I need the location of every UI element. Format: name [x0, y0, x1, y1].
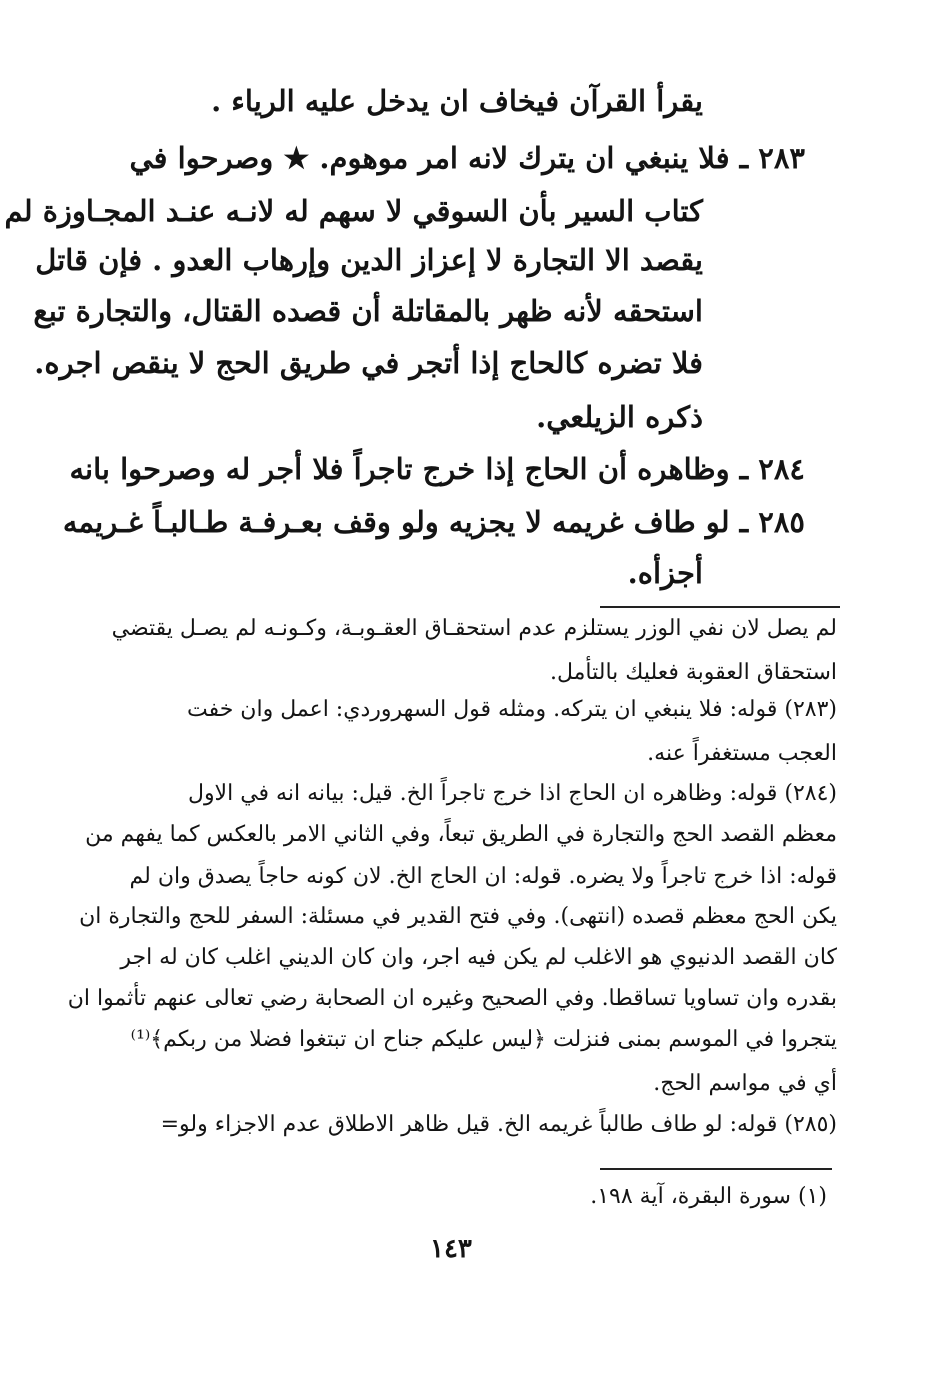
main-text-line-6: فلا تضره كالحاج إذا أتجر في طريق الحج لا ينقص اجره.: [34, 346, 703, 380]
commentary-line-8: يكن الحج معظم قصده (انتهى). وفي فتح القدير في مسئلة: السفر للحج والتجارة ان: [79, 904, 837, 929]
main-text-line-10: أجزأه.: [627, 556, 703, 590]
commentary-line-10: بقدره وان تساويا تساقطا. وفي الصحيح وغيره ان الصحابة رضي تعالى عنهم تأثموا ان: [67, 986, 837, 1011]
commentary-line-9: كان القصد الدنيوي هو الاغلب لم يكن فيه اجر، وان كان الديني اغلب كان له اجر: [120, 945, 837, 970]
commentary-line-12: أي في مواسم الحج.: [653, 1071, 837, 1096]
commentary-line-6: معظم القصد الحج والتجارة في الطريق تبعاً، وفي الثاني الامر بالعكس كما يفهم من: [85, 822, 837, 847]
main-text-line-7: ذكره الزيلعي.: [536, 400, 703, 434]
main-text-line-2: ٢٨٣ ـ فلا ينبغي ان يترك لانه امر موهوم. ★ وصرحوا في: [129, 141, 805, 175]
footnote-divider: [600, 1168, 832, 1170]
main-text-line-5: استحقه لأنه ظهر بالمقاتلة أن قصده القتال، والتجارة تبع: [33, 294, 703, 328]
main-text-line-9: ٢٨٥ ـ لو طاف غريمه لا يجزيه ولو وقف بعـرفـة طـالبـاً غـريمه: [62, 505, 805, 539]
main-text-line-4: يقصد الا التجارة لا إعزاز الدين وإرهاب العدو . فإن قاتل: [35, 243, 703, 277]
commentary-line-13: (٢٨٥) قوله: لو طاف طالباً غريمه الخ. قيل ظاهر الاطلاق عدم الاجزاء ولو=: [160, 1112, 837, 1137]
commentary-line-1: لم يصل لان نفي الوزر يستلزم عدم استحقـاق العقـوبـة، وكـونـه لم يصـل يقتضي: [111, 616, 837, 641]
main-commentary-divider: [600, 606, 840, 608]
commentary-line-5: (٢٨٤) قوله: وظاهره ان الحاج اذا خرج تاجراً الخ. قيل: بيانه انه في الاول: [187, 781, 837, 806]
commentary-line-3: (٢٨٣) قوله: فلا ينبغي ان يتركه. ومثله قول السهروردي: اعمل وان خفت: [186, 697, 837, 722]
main-text-line-8: ٢٨٤ ـ وظاهره أن الحاج إذا خرج تاجراً فلا أجر له وصرحوا بانه: [69, 452, 805, 486]
commentary-line-2: استحقاق العقوبة فعليك بالتأمل.: [549, 660, 837, 685]
commentary-line-11: يتجروا في الموسم بمنى فنزلت ﴿ليس عليكم جناح ان تبتغوا فضلا من ربكم﴾⁽¹⁾: [130, 1027, 837, 1052]
footnote: (١) سورة البقرة، آية ١٩٨.: [590, 1184, 827, 1209]
main-text-line-1: يقرأ القرآن فيخاف ان يدخل عليه الرياء .: [211, 84, 703, 118]
commentary-line-7: قوله: اذا خرج تاجراً ولا يضره. قوله: ان الحاج الخ. لان كونه حاجاً يصدق وان لم: [129, 864, 837, 889]
main-text-line-3: كتاب السير بأن السوقي لا سهم له لانـه عنـد المجـاوزة لم: [4, 194, 703, 228]
commentary-line-4: العجب مستغفراً عنه.: [647, 741, 837, 766]
page-number: ١٤٣: [430, 1234, 472, 1264]
